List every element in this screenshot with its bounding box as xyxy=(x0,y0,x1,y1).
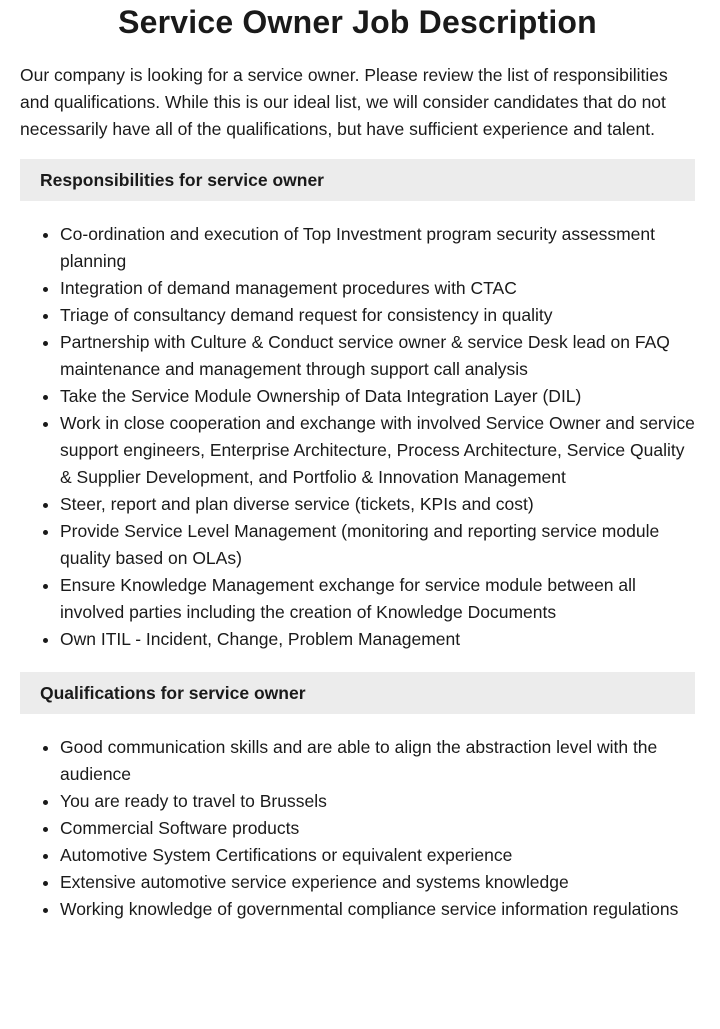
list-item: • Co-ordination and execution of Top Investment program security assessment planning xyxy=(60,221,695,275)
list-item: • Working knowledge of governmental compliance service information regulations xyxy=(60,896,695,923)
list-item: • Triage of consultancy demand request for consistency in quality xyxy=(60,302,695,329)
list-item: • Commercial Software products xyxy=(60,815,695,842)
responsibilities-heading: Responsibilities for service owner xyxy=(20,159,695,201)
list-item: • Automotive System Certifications or equivalent experience xyxy=(60,842,695,869)
list-item: • Own ITIL - Incident, Change, Problem Management xyxy=(60,626,695,653)
responsibilities-list xyxy=(20,221,695,653)
list-item: • Work in close cooperation and exchange with involved Service Owner and service support engineers, Enterprise Architecture, Process Architecture, Service Quality & Supplier Development, and Portfolio & Innovation Management xyxy=(60,410,695,491)
list-item: • Provide Service Level Management (monitoring and reporting service module quality based on OLAs) xyxy=(60,518,695,572)
intro-paragraph: Our company is looking for a service owner. Please review the list of responsibilities and qualifications. While this is our ideal list, we will consider candidates that do not necessarily have all of the qualifications, but have sufficient experience and talent. xyxy=(20,65,668,139)
list-item: • Partnership with Culture & Conduct service owner & service Desk lead on FAQ maintenance and management through support call analysis xyxy=(60,329,695,383)
list-item: • Integration of demand management procedures with CTAC xyxy=(60,275,695,302)
qualifications-list xyxy=(20,734,695,923)
list-item: • You are ready to travel to Brussels xyxy=(60,788,695,815)
list-item: • Take the Service Module Ownership of Data Integration Layer (DIL) xyxy=(60,383,695,410)
qualifications-heading: Qualifications for service owner xyxy=(20,672,695,714)
list-item: • Steer, report and plan diverse service (tickets, KPIs and cost) xyxy=(60,491,695,518)
list-item: • Extensive automotive service experience and systems knowledge xyxy=(60,869,695,896)
list-item: • Good communication skills and are able to align the abstraction level with the audience xyxy=(60,734,695,788)
list-item: • Ensure Knowledge Management exchange for service module between all involved parties including the creation of Knowledge Documents xyxy=(60,572,695,626)
page-title: Service Owner Job Description xyxy=(118,4,597,40)
